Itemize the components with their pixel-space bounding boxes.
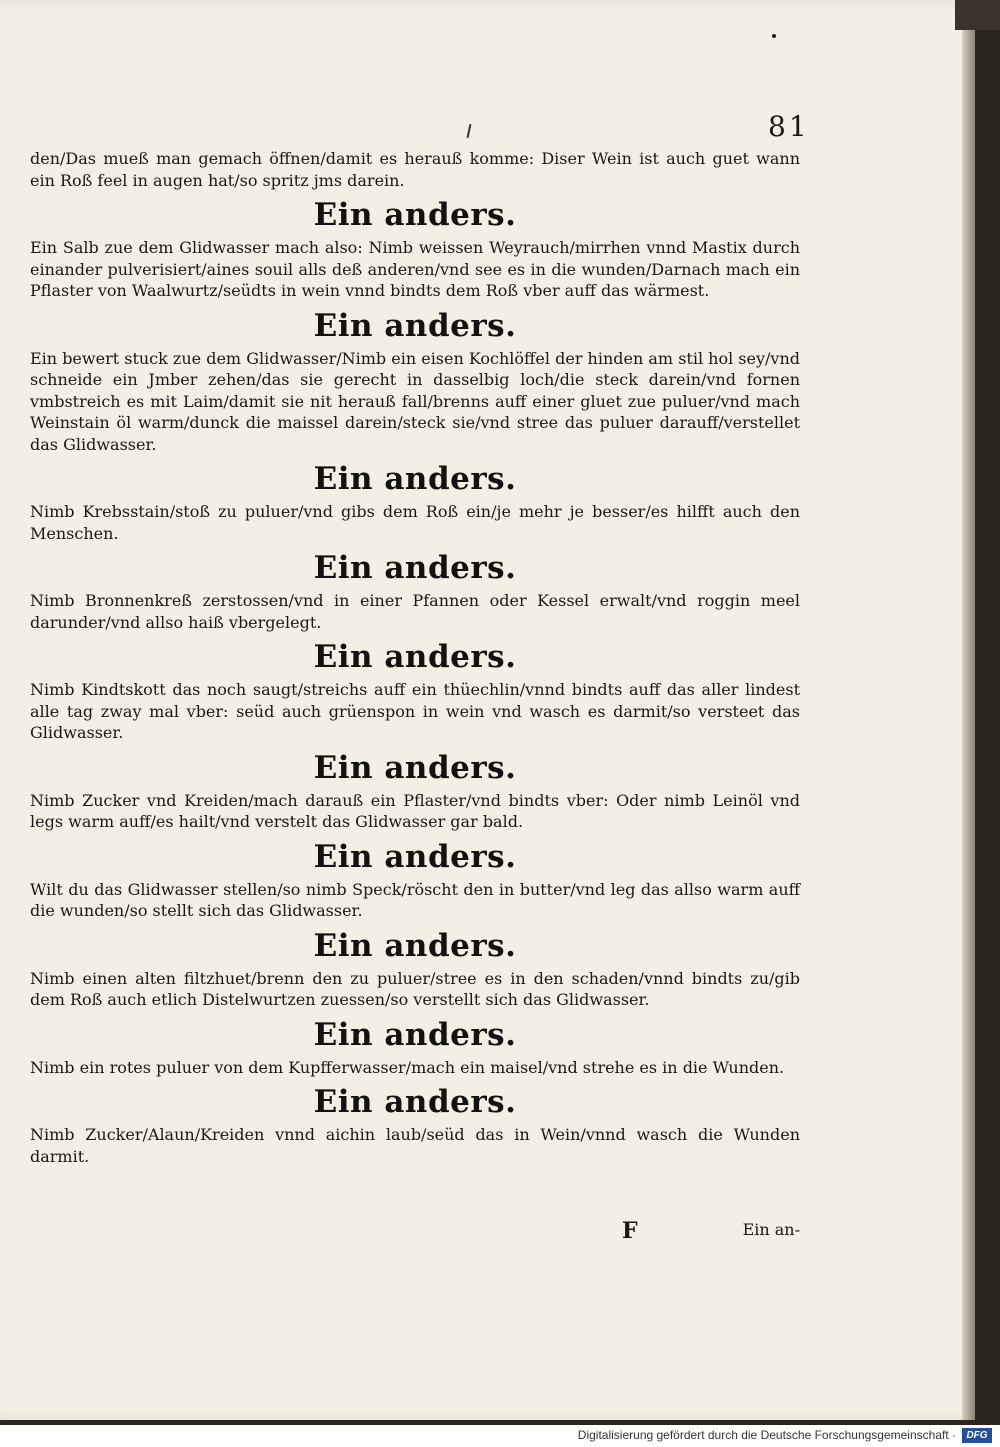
section-heading: Ein anders.	[313, 307, 517, 344]
section-heading: Ein anders.	[313, 1016, 517, 1053]
recipe-paragraph: Nimb Zucker/Alaun/Kreiden vnnd aichin laub/seüd das in Wein/vnnd wasch die Wunden darmit.	[30, 1125, 800, 1166]
section-heading: Ein anders.	[313, 461, 517, 497]
recipe-paragraph: Nimb Krebsstain/stoß zu puluer/vnd gibs dem Roß ein/je mehr je besser/es hilfft auch den Menschen.	[30, 502, 800, 543]
binding-shadow	[955, 0, 1000, 30]
recipe-paragraph: Ein bewert stuck zue dem Glidwasser/Nimb ein eisen Kochlöffel der hinden am stil hol sey/vnd schneide ein Jmber zehen/das sie gerecht in dasselbig loch/die steck darein/vnd fornen vmbstreich es mit Laim/damit sie nit herauß fall/brenns auff einer gluet zue puluer/vnd mach Weinstain öl warm/dunck die maissel darein/steck sie/vnd stree das puluer darauff/verstellet das Glidwasser.	[30, 348, 800, 454]
attribution-bar	[0, 1425, 1000, 1447]
recipe-paragraph: Nimb ein rotes puluer von dem Kupfferwasser/mach ein maisel/vnd strehe es in die Wunden.	[30, 1057, 785, 1077]
recipe-paragraph: Nimb einen alten filtzhuet/brenn den zu puluer/stree es in den schaden/vnnd bindts zu/gib dem Roß auch etlich Distelwurtzen zuessen/so verstellt sich das Glidwasser.	[30, 968, 800, 1009]
section-heading: Ein anders.	[313, 639, 517, 675]
paragraph-continuation: den/Das mueß man gemach öffnen/damit es herauß komme: Diser Wein ist auch guet wann ein Roß feel in augen hat/so spritz jms darein.	[30, 149, 800, 190]
signature-mark: F	[622, 1218, 638, 1244]
section-heading: Ein anders.	[313, 749, 517, 786]
page-footer	[30, 1218, 800, 1244]
attribution-text: Digitalisierung gefördert durch die Deutsche Forschungsgemeinschaft ·	[577, 1428, 956, 1442]
catchword: Ein an-	[742, 1220, 800, 1239]
ink-dot	[772, 34, 776, 38]
recipe-paragraph: Wilt du das Glidwasser stellen/so nimb Speck/röscht den in butter/vnd leg das allso warm auff die wunden/so stellt sich das Glidwasser.	[30, 879, 800, 920]
section-heading: Ein anders.	[313, 197, 517, 233]
section-heading: Ein anders.	[313, 1084, 517, 1120]
recipe-paragraph: Nimb Kindtskott das noch saugt/streichs auff ein thüechlin/vnnd bindts auff das aller lindest alle tag zway mal vber: seüd auch grüenspon in wein vnd wasch es darmit/so versteet das Glidwasser.	[30, 680, 800, 742]
page-edge	[962, 0, 975, 1420]
recipe-paragraph: Nimb Zucker vnd Kreiden/mach darauß ein Pflaster/vnd bindts vber: Oder nimb Leinöl vnd legs warm auff/es hailt/vnd verstelt das Glidwasser gar bald.	[30, 790, 800, 831]
dfg-logo-icon: DFG	[962, 1428, 992, 1443]
section-heading: Ein anders.	[313, 838, 517, 875]
page-number: 81	[768, 110, 810, 143]
text-block	[30, 148, 800, 1167]
recipe-paragraph: Ein Salb zue dem Glidwasser mach also: Nimb weissen Weyrauch/mirrhen vnnd Mastix durch einander pulverisiert/aines souil alls deß anderen/vnd see es in die wunden/Darnach mach ein Pflaster von Waalwurtz/seüdts in wein vnnd bindts dem Roß vber auff das wärmest.	[30, 238, 800, 300]
section-heading: Ein anders.	[313, 927, 517, 964]
section-heading: Ein anders.	[313, 550, 517, 586]
recipe-paragraph: Nimb Bronnenkreß zerstossen/vnd in einer Pfannen oder Kessel erwalt/vnd roggin meel darunder/vnd allso haiß vbergelegt.	[30, 591, 800, 632]
